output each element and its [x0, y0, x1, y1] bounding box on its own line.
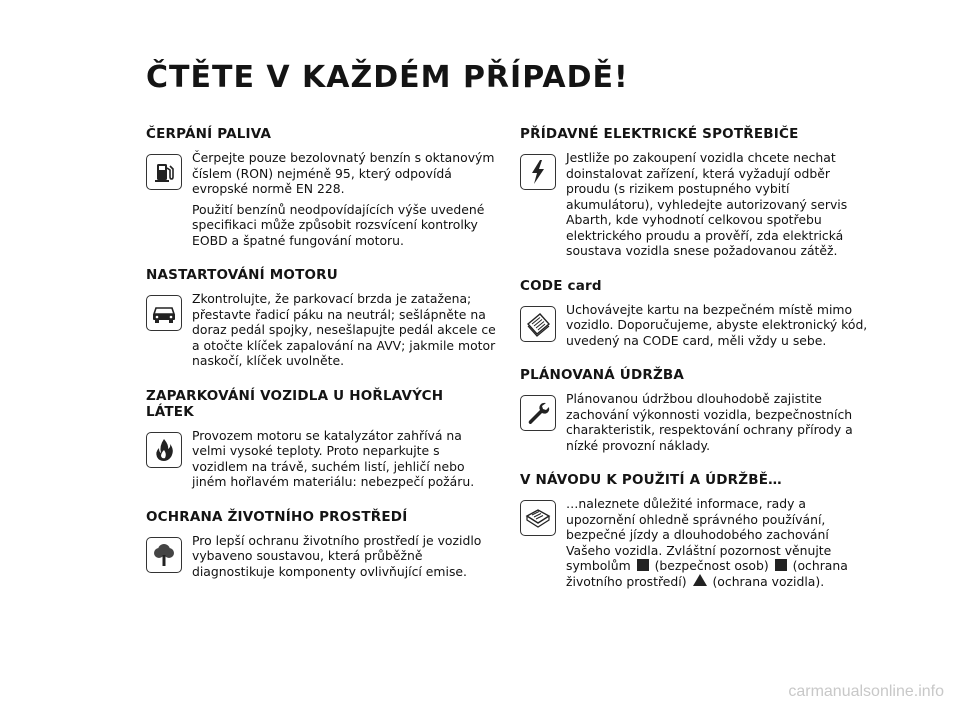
paragraph: Provozem motoru se katalyzátor zahřívá na velmi vysoké teploty. Proto neparkujte s vozidlem na trávě, suchém listí, jehličí nebo jiném hořlavém materiálu: nebezpečí požáru. — [192, 427, 475, 489]
section-engine-start — [146, 267, 496, 374]
car-icon — [146, 295, 182, 331]
paragraph: Jestliže po zakoupení vozidla chcete nechat doinstalovat zařízení, která vyžadují odběr proudu (s rizikem postupného vybití akumulátoru), vyhledejte autorizovaný servis Abarth, kde vyhodnotí celkovou spotřebu elektrického proudu a prověří, zda elektrická soustava vozidla snese požadovanou zátěž. — [566, 150, 848, 258]
right-column — [520, 126, 870, 608]
paragraph: Čerpejte pouze bezolovnatý benzín s oktanovým číslem (RON) nejméně 95, který odpovídá evropské normě EN 228. — [192, 150, 495, 196]
wrench-icon — [520, 395, 556, 431]
section-maintenance — [520, 367, 870, 458]
manual-text-d: (ochrana vozidla). — [712, 573, 825, 589]
section-title: ČERPÁNÍ PALIVA — [146, 126, 272, 142]
page-title: ČTĚTE V KAŽDÉM PŘÍPADĚ! — [146, 60, 629, 95]
environment-protection-icon — [775, 559, 787, 571]
book-icon — [520, 500, 556, 536]
section-title: CODE card — [520, 277, 602, 294]
section-environment — [146, 509, 496, 585]
watermark: carmanualsonline.info — [788, 683, 944, 700]
section-fuel — [146, 126, 496, 253]
flame-icon — [146, 432, 182, 468]
section-title: OCHRANA ŽIVOTNÍHO PROSTŘEDÍ — [146, 508, 408, 525]
left-column — [146, 126, 496, 598]
tree-icon — [146, 537, 182, 573]
manual-text-a: …naleznete důležité informace, rady a upozornění ohledně správného používání, bezpečné jízdy a dlouhodobého zachování Vašeho vozidla. Zvláštní pozornost věnujte symbolům — [566, 496, 832, 573]
section-parking-flammable — [146, 388, 496, 495]
card-icon — [520, 306, 556, 342]
manual-text-b: (bezpečnost osob) — [654, 558, 769, 573]
vehicle-protection-icon — [693, 574, 707, 586]
section-manual — [520, 472, 870, 594]
section-electrical — [520, 126, 870, 264]
paragraph: Uchovávejte kartu na bezpečném místě mimo vozidlo. Doporučujeme, abyste elektronický kód, uvedený na CODE card, měli vždy u sebe. — [566, 301, 868, 348]
paragraph — [566, 496, 870, 589]
section-title: V NÁVODU K POUŽITÍ A ÚDRŽBĚ… — [520, 472, 782, 488]
manual-text-c: (ochrana životního prostředí) — [566, 558, 848, 589]
section-title: PLÁNOVANÁ ÚDRŽBA — [520, 367, 685, 383]
section-title: ZAPARKOVÁNÍ VOZIDLA U HOŘLAVÝCH LÁTEK — [146, 387, 444, 420]
lightning-icon — [520, 154, 556, 190]
paragraph: Použití benzínů neodpovídajících výše uvedené specifikaci může způsobit rozsvícení kontrolky EOBD a špatné fungování motoru. — [192, 201, 485, 248]
section-title: PŘÍDAVNÉ ELEKTRICKÉ SPOTŘEBIČE — [520, 126, 799, 142]
person-safety-icon — [637, 559, 649, 571]
paragraph: Zkontrolujte, že parkovací brzda je zatažena; přestavte řadicí páku na neutrál; sešlápněte na doraz pedál spojky, nesešlapujte pedál akcele ce a otočte klíček zapalování na AVV; jakmile motor naskočí, klíček uvolněte. — [192, 291, 496, 368]
paragraph: Plánovanou údržbou dlouhodobě zajistite zachování výkonnosti vozidla, bezpečnostních charakteristik, respektování ochrany přírody a nízké provozní náklady. — [566, 391, 853, 453]
fuel-pump-icon — [146, 154, 182, 190]
section-code-card — [520, 278, 870, 354]
paragraph: Pro lepší ochranu životního prostředí je vozidlo vybaveno soustavou, která průběžně diagnostikuje komponenty ovlivňující emise. — [192, 532, 482, 579]
section-title: NASTARTOVÁNÍ MOTORU — [146, 267, 338, 283]
